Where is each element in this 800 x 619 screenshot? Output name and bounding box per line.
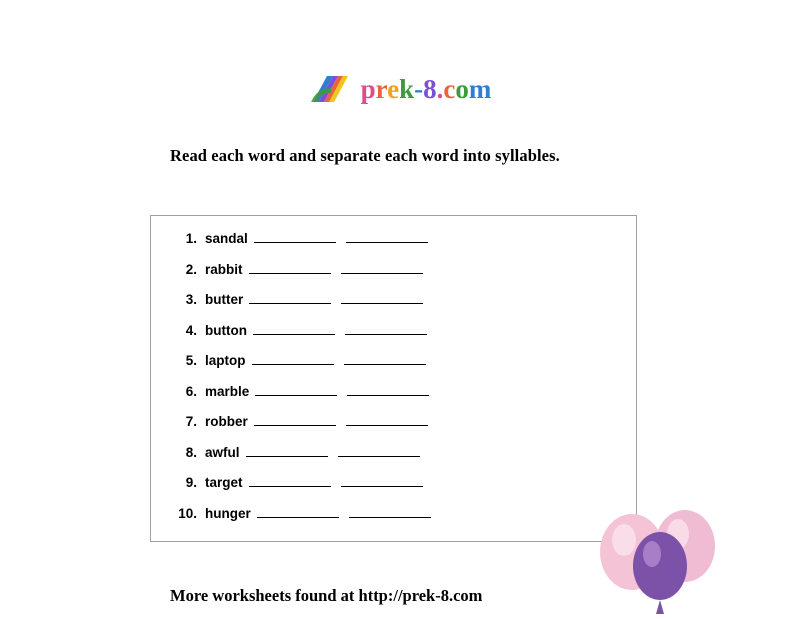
item-word: awful <box>205 444 240 460</box>
item-word: laptop <box>205 353 246 368</box>
syllable-blank-2[interactable] <box>341 291 423 304</box>
instruction-text: Read each word and separate each word into syllables. <box>170 146 560 165</box>
list-item <box>151 322 636 353</box>
logo-char-0: p <box>360 73 376 104</box>
list-item <box>151 413 636 444</box>
rainbow-icon <box>309 72 353 106</box>
syllable-blank-2[interactable] <box>341 474 423 487</box>
syllable-blank-1[interactable] <box>252 352 334 365</box>
list-item <box>151 505 636 536</box>
logo-char-5: 8 <box>423 73 437 104</box>
logo-char-6: . <box>436 73 444 104</box>
logo-char-2: e <box>387 73 400 104</box>
syllable-blank-1[interactable] <box>249 291 331 304</box>
syllable-blank-1[interactable] <box>257 505 339 518</box>
worksheet-item-list <box>151 216 636 535</box>
logo-char-3: k <box>399 73 415 104</box>
item-number: 1. <box>185 231 197 246</box>
syllable-blank-1[interactable] <box>255 383 337 396</box>
logo-char-8: o <box>455 73 469 104</box>
list-item <box>151 383 636 414</box>
item-number: 9. <box>185 475 197 490</box>
logo-char-4: - <box>414 73 424 104</box>
list-item <box>151 261 636 292</box>
item-word: sandal <box>205 231 248 246</box>
logo-text <box>360 73 492 104</box>
syllable-blank-2[interactable] <box>346 413 428 426</box>
site-logo <box>0 72 800 106</box>
item-word: robber <box>205 414 248 429</box>
item-word: hunger <box>205 505 251 521</box>
list-item <box>151 230 636 261</box>
list-item <box>151 444 636 475</box>
list-item <box>151 474 636 505</box>
syllable-blank-1[interactable] <box>249 474 331 487</box>
item-number: 5. <box>185 353 197 368</box>
list-item <box>151 291 636 322</box>
item-number: 2. <box>185 261 197 277</box>
syllable-blank-1[interactable] <box>254 230 336 243</box>
syllable-blank-1[interactable] <box>249 261 331 274</box>
syllable-blank-2[interactable] <box>345 322 427 335</box>
syllable-blank-1[interactable] <box>253 322 335 335</box>
item-number: 10. <box>178 505 197 521</box>
syllable-blank-2[interactable] <box>346 230 428 243</box>
item-number: 7. <box>185 414 197 429</box>
item-number: 3. <box>185 292 197 307</box>
footer-note: More worksheets found at http://prek-8.com <box>170 586 483 605</box>
item-word: rabbit <box>205 261 243 277</box>
syllable-blank-1[interactable] <box>254 413 336 426</box>
item-word: marble <box>205 383 250 399</box>
syllable-blank-2[interactable] <box>349 505 431 518</box>
list-item <box>151 352 636 383</box>
syllable-blank-2[interactable] <box>341 261 423 274</box>
logo-char-9: m <box>468 73 492 104</box>
syllable-blank-2[interactable] <box>338 444 420 457</box>
item-word: target <box>205 475 243 490</box>
syllable-blank-2[interactable] <box>344 352 426 365</box>
item-word: butter <box>205 292 244 307</box>
item-number: 6. <box>185 383 197 399</box>
item-word: button <box>205 322 247 338</box>
syllable-blank-2[interactable] <box>347 383 429 396</box>
logo-char-1: r <box>375 73 388 104</box>
syllable-blank-1[interactable] <box>246 444 328 457</box>
item-number: 8. <box>185 444 197 460</box>
logo-char-7: c <box>443 73 456 104</box>
worksheet-box <box>150 215 637 542</box>
item-number: 4. <box>185 322 197 338</box>
